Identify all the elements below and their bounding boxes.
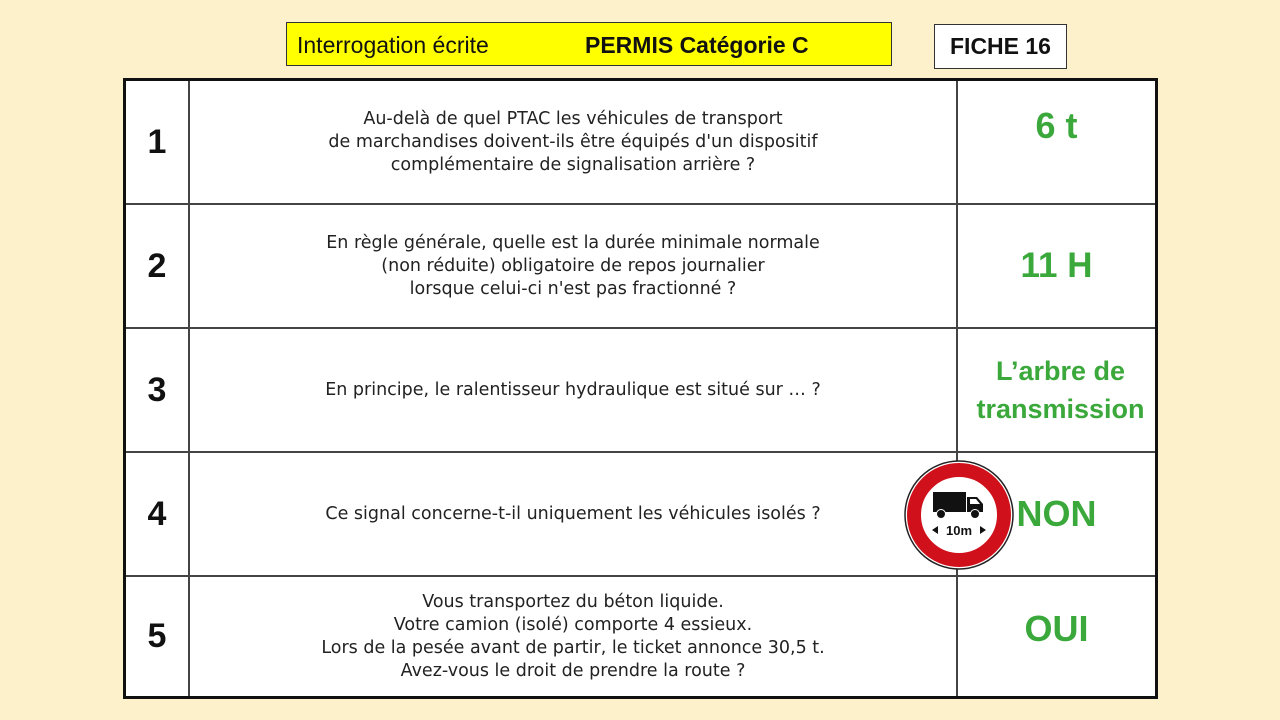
question-number: 1 <box>126 81 190 203</box>
question-text: En règle générale, quelle est la durée minimale normale (non réduite) obligatoire de repos journalier lorsque celui-ci n'est pas fractionné ? <box>326 232 820 299</box>
table-row <box>126 329 1155 453</box>
question-number: 4 <box>126 453 190 575</box>
question-cell <box>190 577 958 696</box>
table-row <box>126 81 1155 205</box>
answer-text: L’arbre de transmission <box>976 356 1145 424</box>
question-text: Vous transportez du béton liquide. Votre camion (isolé) comporte 4 essieux. Lors de la pesée avant de partir, le ticket annonce 30,5 t. Avez-vous le droit de prendre la route ? <box>321 591 825 681</box>
title-right-text: PERMIS Catégorie C <box>585 32 809 58</box>
answer-text: 6 t <box>1035 105 1078 146</box>
table-row <box>126 453 1155 577</box>
question-cell <box>190 329 958 451</box>
question-number: 2 <box>126 205 190 327</box>
question-number: 5 <box>126 577 190 696</box>
question-cell <box>190 453 973 575</box>
quiz-table <box>123 78 1158 699</box>
question-number: 3 <box>126 329 190 451</box>
table-row <box>126 577 1155 696</box>
fiche-label: FICHE 16 <box>934 24 1067 69</box>
question-text: En principe, le ralentisseur hydraulique est situé sur … ? <box>325 379 821 400</box>
answer-text: 11 H <box>1020 246 1093 285</box>
question-cell <box>190 81 958 203</box>
sign-length-label: 10m <box>945 523 973 538</box>
answer-text: NON <box>1016 493 1097 534</box>
question-cell <box>190 205 958 327</box>
title-banner <box>286 22 892 66</box>
answer-text: OUI <box>1024 607 1089 649</box>
table-row <box>126 205 1155 329</box>
title-left-text: Interrogation écrite <box>297 32 489 58</box>
question-text: Au-delà de quel PTAC les véhicules de transport de marchandises doivent-ils être équipés d'un dispositif complémentaire de signalisation arrière ? <box>328 108 818 175</box>
question-text: Ce signal concerne-t-il uniquement les véhicules isolés ? <box>325 503 821 524</box>
